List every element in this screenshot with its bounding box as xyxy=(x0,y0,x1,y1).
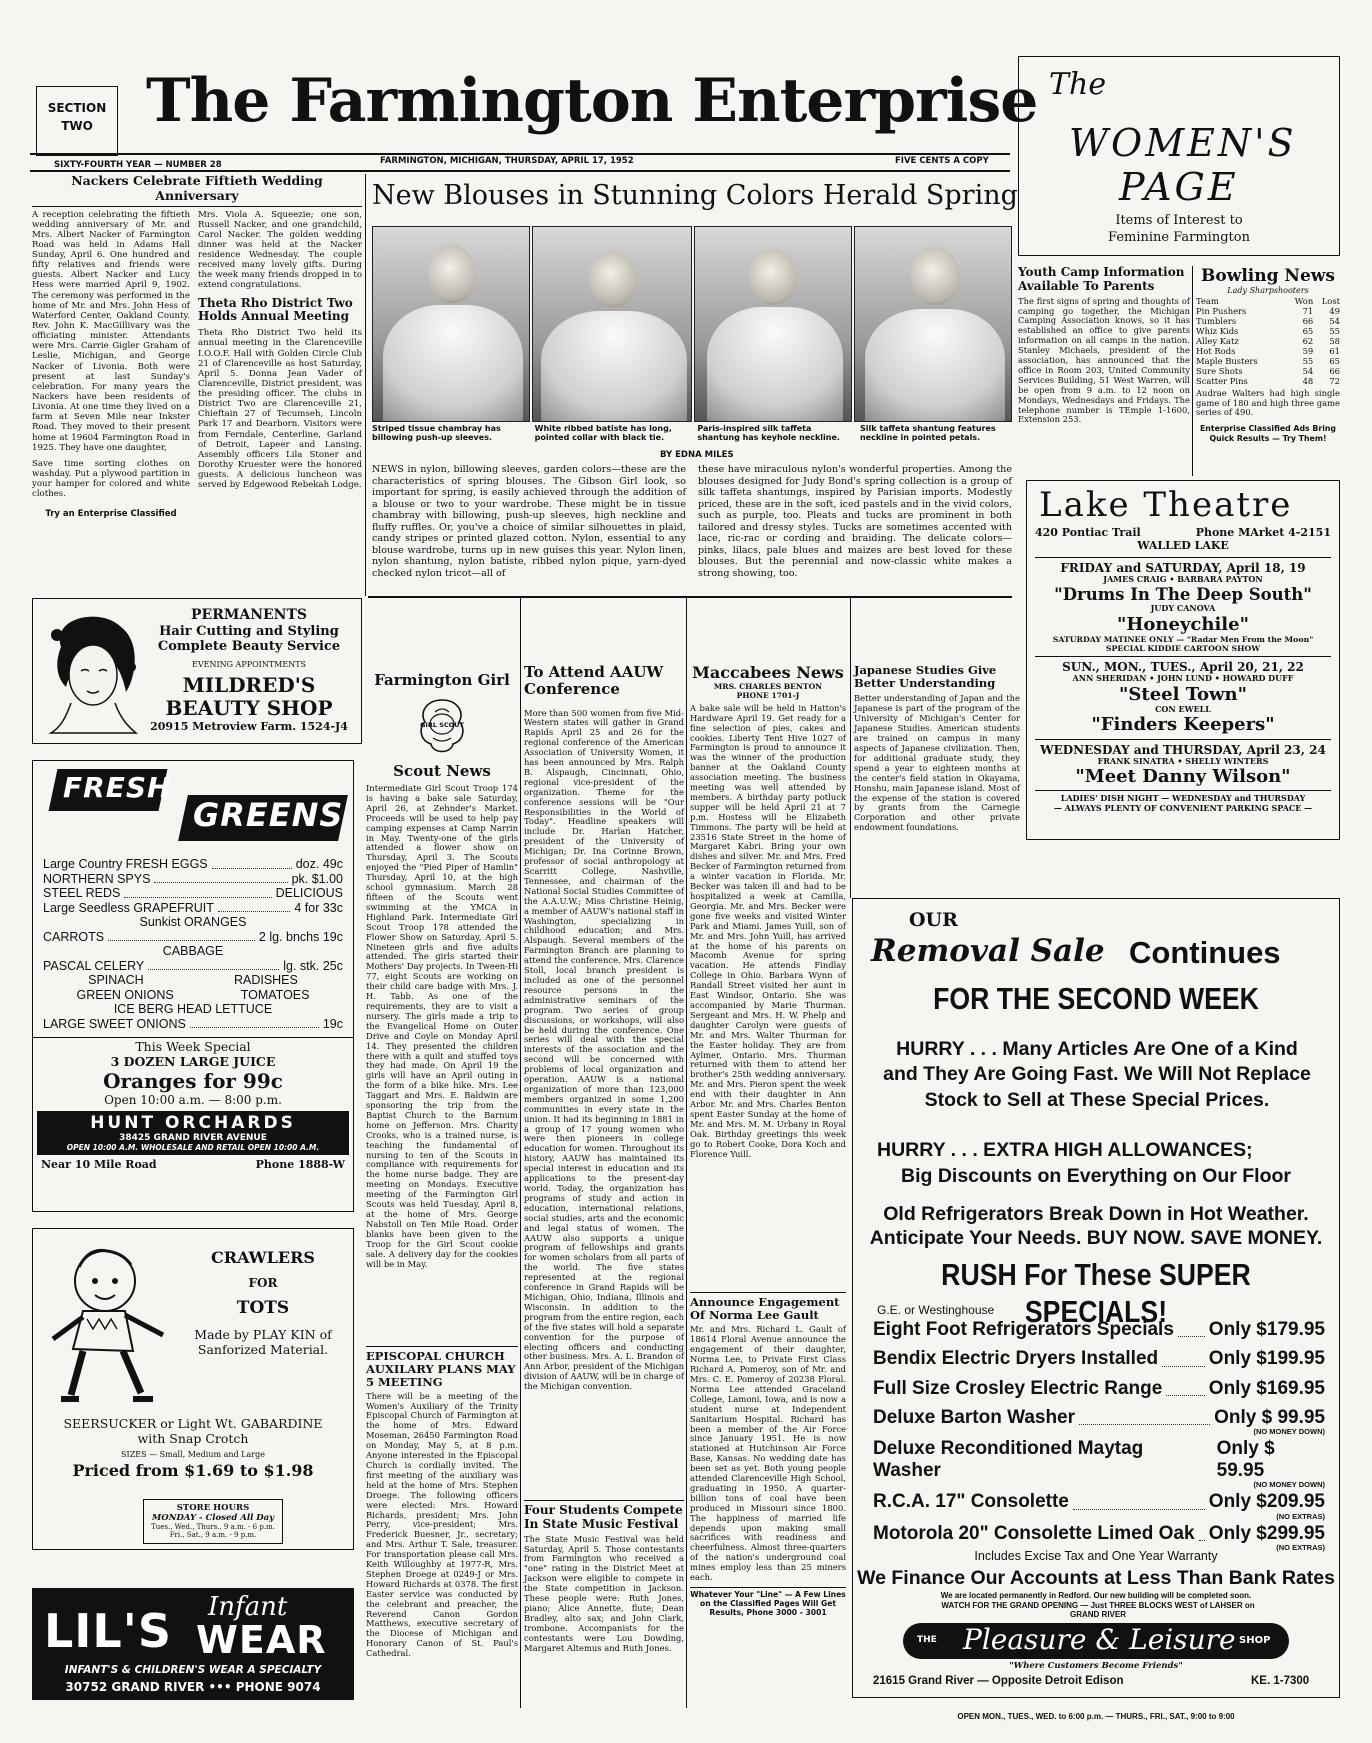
film-title-2: "Honeychile" xyxy=(1117,613,1249,635)
price: FIVE CENTS A COPY xyxy=(895,156,989,166)
youthcamp-headline: Youth Camp Information Available To Parents xyxy=(1018,265,1185,293)
bowling-headline: Bowling News xyxy=(1201,266,1335,286)
sale-items xyxy=(873,1319,1325,1553)
crawlers-feature: with Snap Crotch xyxy=(137,1430,249,1446)
cast-3: ANN SHERIDAN • JOHN LUND • HOWARD DUFF xyxy=(1072,673,1294,684)
crawlers-price: Priced from $1.69 to $1.98 xyxy=(72,1460,314,1480)
table-row: Tumblers 66 54 xyxy=(1196,316,1340,327)
episcopal-body: There will be a meeting of the Women's Auxiliary of the Trinity Episcopal Church of Farmington at the home of Mrs. Edward Moseman, 26450 Farmington Road on Monday, May 5, at 8 p.m. Anyone interested in the Episcopal Church is cordially invited. The first meeting of the auxiliary was held at the home of Mrs. Stephen Droege. The following officers were elected: Mrs. Howard Richards, president; Mrs. John Perry, vice-president; Mrs. Frederick Buesner, Jr., secretary; and Mrs. Arthur T. Sale, treasurer. For transportation please call Mrs. Keith Willoughby at 1977-R, Mrs. Stephen Droege at 0249-J or Mrs. Howard Richards at 0378. The first Easter service was conducted by the celebrant and preacher, the Reverend Canon Gordon Matthews, executive secretary of the Diocese of Michigan and Honorary Canon of St. Paul's Cathedral. xyxy=(366,1390,518,1659)
shop-address: 20915 Metroview Farm. 1524-J4 xyxy=(150,719,348,733)
thetarho-body: Theta Rho District Two held its annual meeting in the Clarenceville I.O.O.F. Hall with Golden Circle Club 21 of Clarenceville as host Saturday, April 5. Donna Jean Vader of Clarenceville, District president, was the presiding officer. The clubs in District Two are Clarenceville 21, Chieftain 27 of Tecumseh, Lincoln Park 17 and Dearborn. Visitors were from Ferndale, Centerline, Garland of Detroit, Lapeer and Lansing. Assembly officers Lila Stoner and Dorothy Kruester were the honored guests. A delicious luncheon was served by Edgewood Rebekah Lodge. xyxy=(198,328,362,491)
lils-address: 30752 GRAND RIVER ••• PHONE 9074 xyxy=(65,1680,321,1694)
store-slogan: "Where Customers Become Friends" xyxy=(1009,1661,1183,1671)
cast-1: JAMES CRAIG • BARBARA PAYTON xyxy=(1103,574,1263,585)
sale-discounts: Big Discounts on Everything on Our Floor xyxy=(900,1165,1291,1187)
crawlers-material: SEERSUCKER or Light Wt. GABARDINE xyxy=(63,1416,323,1431)
film-title-3: "Steel Town" xyxy=(1119,683,1247,705)
parking-note: — ALWAYS PLENTY OF CONVENIENT PARKING SPACE — xyxy=(1053,802,1313,813)
crawlers-ad xyxy=(32,1228,354,1550)
japanese-body: Better understanding of Japan and the Japanese is part of the program of the University of Michigan's Center for Japanese Studies. American students are trained on campus in many aspects of Japanese civilization. Then, for additional graduate study, they spend a year to eighteen months at the center's field station in Okayama, Honshu, main Japanese island. Most of the expense of the station is covered by grants from the Carnegie Corporation and other private endowment foundations. xyxy=(854,693,1020,833)
hunt-orchards-ad xyxy=(32,760,354,1038)
caption-2: White ribbed batiste has long, pointed collar with black tie. xyxy=(534,424,672,443)
bowling-league: Lady Sharpshooters xyxy=(1227,286,1309,296)
engagement-headline: Announce Engagement Of Norma Lee Gault xyxy=(690,1295,840,1323)
sale-location: We are located permanently in Redford. Our new building will be completed soon. xyxy=(940,1591,1252,1600)
episcopal-article xyxy=(366,1350,518,1661)
blouses-body-2: these have miraculous nylon's wonderful properties. Among the blouses designed for Judy Bond's spring collection is a group of silk taffeta shantungs, inspired by Parisian imports. Modestly priced, these are in the soft, iced pastels and in the vivid colors, such as purple, too. Pleats and tucks are prominent in both tailored and dressy styles. Tucks are sometimes accented with lace, ric-rac or cording and braiding. The delicate colors—pinks, lilacs, pale blues and maizes are best loved for these blouses. But the perennial and now-classic white makes a strong showing, too. xyxy=(698,464,1012,579)
maccabees-headline: Maccabees News xyxy=(692,663,844,682)
orchard-band: OPEN 10:00 A.M. WHOLESALE AND RETAIL OPEN 10:00 A.M. xyxy=(66,1142,320,1152)
lils-script: Infant xyxy=(208,1592,288,1622)
section-label: SECTION TWO xyxy=(47,101,107,133)
mildreds-ad xyxy=(32,598,362,744)
removal-sale-ad xyxy=(852,898,1340,1698)
scout-article xyxy=(366,668,518,1271)
item-note: (NO EXTRAS) xyxy=(1276,1543,1325,1553)
blouses-body-1: NEWS in nylon, billowing sleeves, garden colors—these are the characteristics of spring blouses. The Gibson Girl look, so important for spring, is easily achieved through the addition of a blouse or two to your wardrobe. These might be in tissue chambray with billowing, push-up sleeves, high neckline and fluffy ruffles. Or, you've a choice of similar silhouettes in plaid, candy stripes or printed glazed cotton. Nylon, essential to any blouse wardrobe, turns up in new guises this year. Nylon linen, nylon shantung, nylon batiste, ribbed nylon pique, yarn-dyed checked nylon tricot—all of xyxy=(372,464,686,579)
list-item: Eight Foot Refrigerators Specials Only $179.95 xyxy=(873,1319,1325,1340)
japanese-article xyxy=(854,664,1020,835)
lake-theatre-ad xyxy=(1026,480,1340,840)
fresh-label: FRESH xyxy=(63,771,172,804)
womens-page-box xyxy=(1018,56,1340,256)
crawlers-maker: Made by PLAY KIN of Sanforized Material. xyxy=(194,1327,332,1357)
cast-5: FRANK SINATRA • SHELLY WINTERS xyxy=(1097,755,1269,766)
emblem-text: GIRL SCOUT xyxy=(420,720,464,729)
orchard-phone: Phone 1888-W xyxy=(255,1157,345,1171)
theatre-location: WALLED LAKE xyxy=(1137,539,1229,553)
sale-watch: WATCH FOR THE GRAND OPENING — Just THREE BLOCKS WEST of LAHSER on GRAND RIVER xyxy=(941,1601,1255,1620)
list-item: NORTHERN SPYS pk. $1.00 xyxy=(43,871,343,886)
sale-title: Removal Sale xyxy=(871,933,1105,969)
item-note: (NO EXTRAS) xyxy=(1276,1511,1325,1521)
crawlers-title: CRAWLERS xyxy=(211,1248,315,1267)
maccabees-phone: PHONE 1701-J xyxy=(736,690,800,700)
classified-note: Try an Enterprise Classified xyxy=(45,509,177,520)
col-lost: Lost xyxy=(1321,296,1340,307)
womens-sub1: Items of Interest to xyxy=(1115,213,1243,228)
nackers-body: A reception celebrating the fiftieth wedding anniversary of Mr. and Mrs. Albert Nacker of Farmington Road was held in Adams Hall Sunday, April 6. One hundred and fifty relatives and friends were guests. Albert Nacker and Lucy Hess were married April 9, 1902. The ceremony was performed in the home of Mr. and Mrs. John Hess of Waterford Center, Oakland County. Rev. John K. MacGillivary was the officiating minister. Attendants were Mrs. Carrie Gigler Graham of Leslie, Michigan, and George Nacker of Livonia. Both were present at last Sunday's celebration. For many years the Nackers have been residents of Livonia. At one time they lived on a farm at Seven Mile near Inkster Road. They moved to their present home at 19604 Farmington Road in 1925. They have one daughter, xyxy=(32,209,190,453)
maccabees-article xyxy=(690,664,846,1161)
greens-label: GREENS xyxy=(193,796,344,834)
sale-hurry-1: HURRY . . . Many Articles Are One of a Kind and They Are Going Fast. We Will Not Replace Stock to Sell at These Special Prices. xyxy=(883,1038,1311,1111)
blouse-photo-1 xyxy=(372,226,530,422)
logo-the: THE xyxy=(917,1635,937,1645)
blouses-headline: New Blouses in Stunning Colors Herald Spring xyxy=(372,180,1018,211)
thetarho-headline: Theta Rho District Two Holds Annual Meeting xyxy=(198,295,353,324)
list-item: ICE BERG HEAD LETTUCE xyxy=(113,1002,273,1016)
sale-rush: RUSH For These SUPER SPECIALS! xyxy=(941,1257,1251,1329)
blouses-article xyxy=(370,180,1018,212)
ad-line-1: PERMANENTS xyxy=(191,607,307,623)
byline: BY EDNA MILES xyxy=(660,450,734,460)
theatre-phone: Phone MArket 4-2151 xyxy=(1195,526,1331,540)
blouse-photo-3 xyxy=(694,226,852,422)
table-row: Scatter Pins 48 72 xyxy=(1196,375,1340,386)
shop-name-2: BEAUTY SHOP xyxy=(165,696,333,721)
store-hours-3: Fri., Sat., 9 a.m. - 9 p.m. xyxy=(169,1531,257,1540)
special-line: 3 DOZEN LARGE JUICE xyxy=(110,1053,276,1069)
lils-name: LIL'S xyxy=(44,1604,172,1658)
table-row: Maple Busters 55 65 xyxy=(1196,355,1340,366)
engagement-body: Mr. and Mrs. Richard L. Gault of 18614 Floral Avenue announce the engagement of their daughter, Norma Lee, to Private First Class Richard A. Pomeroy, son of Mr. and Mrs. C. E. Pomeroy of 20238 Floral. Norma Lee attended Graceland College, Lamoni, Iowa, and is now a student nurse at Independent Sanitarium Hospital. Richard has been a member of the Air Force since January 1951. He is now stationed at Hutchinson Air Force Base, Kansas. No wedding date has been set as yet. Both young people attended Clarenceville High School, graduating in 1950. A quarter-billion tons of coal have been produced in Missouri since 1800. The happiness of married life depends upon making small sacrifices with readiness and cheerfulness. Almost three-quarters of the nation's underground coal mines employ less than 25 miners each. xyxy=(690,1324,846,1583)
item-note: (NO MONEY DOWN) xyxy=(1253,1427,1325,1437)
logo-shop: SHOP xyxy=(1239,1635,1271,1646)
film-title-5: "Meet Danny Wilson" xyxy=(1075,766,1291,788)
aauw-headline: To Attend AAUW Conference xyxy=(524,663,664,699)
music-article xyxy=(524,1504,684,1655)
aauw-body: More than 500 women from five Mid-Western states will gather in Grand Rapids April 25 and 26 for the regional conference of the American Association of University Women, it has been announced by Mrs. Ralph B. Alspaugh, Cincinnati, Ohio, regional vice-president of the organization. Theme for the conference sessions will be "Our Responsibilities in the World of Today". Headline speakers will include Dr. Harlan Hatcher, president of the University of Michigan; Dr. Ina Corinne Brown, professor of social anthropology at Scarritt College, Nashville, Tennessee, and chairman of the National Social Studies Committee of the A.A.U.W.; Miss Christine Heinig, a member of AAUW's national staff in Washington, specializing in childhood education; and Mrs. Alspaugh. Several members of the Farmington Branch are planning to attend the conference. Mrs. Clarence Stoll, local branch president is included as one of the personnel resource persons in the administrative seminars of the program. Two series of group discussions, or workshops, will also be held during the conference. One series will deal with the special interests of the association and the second will be concerned with problems of local organization and operation. AAUW is a national organization of more than 123,000 members organized in some 1,200 communities in every state in the union. It had its beginning in 1881 in a group of 17 young women who were then pioneers in college education for women. Throughout its history, AAUW has maintained its special interest in education and its applications to the present-day world. Today, the organization has programs of study and action in education, international relations, social studies, arts and the economic and legal status of women. The AAUW also supports a unique program of fellowships and grants for women scholars from all parts of the world. The five states represented at the regional conference in Grand Rapids will be Michigan, Ohio, Indiana, Illinois and Wisconsin. In addition to the program from the entire region, each of the five states will hold a separate convention for the purpose of electing officers and conducting other business. Mrs. A. L. Brandon of Ann Arbor, president of the Michigan division of AAUW, will be in charge of the Michigan convention. xyxy=(524,707,684,1392)
showtime-days-2: SUN., MON., TUES., April 20, 21, 22 xyxy=(1062,660,1304,675)
list-item: Motorola 20" Consolette Limed Oak Only $299.95 xyxy=(873,1523,1325,1545)
masthead-title: The Farmington Enterprise xyxy=(146,66,1038,136)
col-won: Won xyxy=(1294,296,1314,307)
hunt-orchards-footer xyxy=(32,1038,354,1212)
music-headline: Four Students Compete In State Music Festival xyxy=(524,1503,683,1531)
list-item: LARGE SWEET ONIONS 19c xyxy=(43,1016,343,1031)
film-title-4: "Finders Keepers" xyxy=(1091,714,1275,736)
sale-our: OUR xyxy=(909,909,958,931)
table-row: Whiz Kids 65 55 xyxy=(1196,326,1340,337)
sale-finance: We Finance Our Accounts at Less Than Bank Rates xyxy=(857,1567,1335,1589)
cast-4: CON EWELL xyxy=(1155,703,1211,714)
caption-3: Paris-inspired silk taffeta shantung has keyhole neckline. xyxy=(697,424,840,443)
ad-line-3: Complete Beauty Service xyxy=(157,638,341,654)
list-item: Deluxe Reconditioned Maytag Washer Only $ 59.95 xyxy=(873,1438,1275,1481)
showtime-days-3: WEDNESDAY and THURSDAY, April 23, 24 xyxy=(1040,742,1326,757)
sale-brand: G.E. or Westinghouse xyxy=(877,1303,995,1317)
classified-promo: Whatever Your "Line" — A Few Lines on the Classified Pages Will Get Results, Phone 3000 - 3001 xyxy=(690,1587,846,1618)
blouse-photo-4 xyxy=(854,226,1012,422)
crawlers-tots: TOTS xyxy=(236,1298,290,1319)
list-item: Large Seedless GRAPEFRUIT 4 for 33c xyxy=(43,900,343,915)
theatre-address: 420 Pontiac Trail xyxy=(1035,526,1141,540)
sale-continues: Continues xyxy=(1129,935,1281,970)
ad-line-4: EVENING APPOINTMENTS xyxy=(192,660,306,670)
classified-note-2: Enterprise Classified Ads Bring Quick Results — Try Them! xyxy=(1199,424,1336,443)
matinee-note: SATURDAY MATINEE ONLY — "Radar Men From the Moon" SPECIAL KIDDIE CARTOON SHOW xyxy=(1052,634,1314,653)
orchard-name: HUNT ORCHARDS xyxy=(90,1113,296,1134)
ad-line-2: Hair Cutting and Styling xyxy=(159,623,339,639)
caption-1: Striped tissue chambray has billowing push-up sleeves. xyxy=(372,424,501,443)
lils-wear: WEAR xyxy=(196,1618,327,1662)
woman-portrait-icon xyxy=(41,607,143,735)
scout-subheadline: Scout News xyxy=(393,762,491,781)
maccabees-author: MRS. CHARLES BENTON xyxy=(713,681,823,691)
blouse-photo-2 xyxy=(532,226,692,422)
table-row: Pin Pushers 71 49 xyxy=(1196,306,1340,317)
showtime-days-1: FRIDAY and SATURDAY, April 18, 19 xyxy=(1060,561,1306,576)
sale-second-week: FOR THE SECOND WEEK xyxy=(933,981,1259,1016)
film-title-1: "Drums In The Deep South" xyxy=(1054,584,1312,604)
bowling-note: Audrae Walters had high single game of 180 and high three game series of 490. xyxy=(1196,387,1340,418)
hours: Open 10:00 a.m. — 8:00 p.m. xyxy=(104,1093,282,1108)
scout-body: Intermediate Girl Scout Troop 174 is having a bake sale Saturday, April 26, at Zehnder's Market. Proceeds will be used to help pay camping expenses at Camp Narrin in May. Twenty-one of the girls attended a flower show on Thursday, April 3. The Scouts enjoyed the "Pied Piper of Hamlin" Thursday, April 10, at the high school gymnasium. March 28 fifteen of the Scouts went swimming at the YMCA in Highland Park. Intermediate Girl Scout Troop 178 attended the Flower Show on Saturday, April 5. Nineteen girls and five adults attended. The girls started their Mothers' Day projects. In Tween-Hi 77, eight Scouts are working on their child care badge with Mrs. J. H. Tabb. As one of the requirements, they are to visit a nursery. The girls made a trip to the Evangelical Home on Outer Drive and Coyle on Monday April 14. They presented the children there with a quilt and stuffed toys they had made. On April 19 the girls will have an April outing in the form of a bike hike. Mrs. Lee Taggart and Mrs. E. Baldwin are sponsoring the trip from the Baptist Church to the Barnum home on Jefferson. Mrs. Charity Crooks, who is a trained nurse, is teaching the fundamental of nursing to ten of the Scouts in compliance with requirements for the home nurse badge. They are meeting on Mondays. Executive meeting of the Farmington Girl Scouts was held Tuesday, April 8, at the home of Mrs. George Nabstoll on Ten Mile Road. Order blanks have been given to the Troop for the Girl Scout cookie sale. A delivery day for the cookies will be in May. xyxy=(366,783,518,1269)
blouses-body xyxy=(372,464,1012,581)
bowling-standings xyxy=(1196,297,1340,386)
logo-name: Pleasure & Leisure xyxy=(963,1623,1236,1656)
music-body: The State Music Festival was held Saturday, April 5. Those contestants from Farmington who received a "one" rating in the District Meet at Jackson were eligible to compete in the State competition in Jackson. These people were: Ruth Jones, piano; Alice Annette, flute; Dean Bradley, alto sax; and John Clark, trombone. Accompanists for the contestants were Lou Dowding, Margaret Altemus and Ruth Jones. xyxy=(524,1533,684,1653)
special-price: Oranges for 99c xyxy=(103,1068,283,1093)
crawlers-sizes: SIZES — Small, Medium and Large xyxy=(121,1449,265,1459)
ladies-night: LADIES' DISH NIGHT — WEDNESDAY and THURSDAY xyxy=(1060,793,1306,804)
table-row: Hot Rods 59 61 xyxy=(1196,346,1340,357)
store-hours: OPEN MON., TUES., WED. to 6:00 p.m. — THURS., FRI., SAT., 9:00 to 9:00 xyxy=(957,1712,1235,1721)
scout-headline: Farmington Girl xyxy=(374,671,510,689)
table-row: Sure Shots 54 66 xyxy=(1196,365,1340,376)
shop-name: MILDRED'S xyxy=(182,672,316,697)
list-item: R.C.A. 17" Consolette Only $209.95 xyxy=(873,1491,1325,1513)
toddler-icon xyxy=(43,1239,183,1409)
orchard-address: 38425 GRAND RIVER AVENUE xyxy=(119,1133,267,1144)
cast-2: JUDY CANOVA xyxy=(1150,603,1216,614)
store-phone: KE. 1-7300 xyxy=(1251,1675,1310,1687)
list-item: Bendix Electric Dryers Installed Only $199.95 xyxy=(873,1348,1325,1370)
youthcamp-article xyxy=(1018,266,1190,427)
filler-text: Save time sorting clothes on washday. Put a plywood partition in your hamper for colored and white clothes. xyxy=(32,458,190,500)
sale-hurry-2: HURRY . . . EXTRA HIGH ALLOWANCES; xyxy=(877,1139,1253,1161)
womens-the: The xyxy=(1049,67,1107,102)
crawlers-for: FOR xyxy=(248,1275,278,1290)
special-title: This Week Special xyxy=(135,1039,251,1054)
maccabees-body: A bake sale will be held in Hatton's Hardware April 19. Get ready for a fine selection of pies, cakes and cookies. Liberty Tent Hive 1027 of Farmington is proud to announce it was the winner of the production banner at the Oakland County association meeting. The business meeting was well attended by members. A birthday party potluck supper will be held April 21 at 7 p.m. Hostess will be Elizabeth Timmons. The party will be held at 23516 State Street in the home of Margaret Kabri. Bring your own dishes and silver. Mr. and Mrs. Fred Becker of Farmington returned from a winter vacation in Florida. Mr. Becker was taken ill and had to be hospitalized a week at Camilla, Georgia. Mr. and Mrs. Becker were gone five weeks and visited Winter Park and Miami. James Yuill, son of Mr. and Mrs. John Yuill, has arrived at the home of his parents on Macomb Avenue for spring vacation. He attends Findlay College in Ohio. Barbara Wynn of Randall Street visited her aunt in East Windsor, Ontario. She was accompanied by Marie Thurman. Sergeant and Mrs. H. W. Phelp and daughter Carolyn were guests of Mr. and Mrs. Walter Thurman for the Easter holiday. They are from Aylmer, Ontario. Mrs. Thurman returned with them to attend her brother's 25th wedding anniversary. Mr. and Mrs. Pieron spent the week end with their daughter in Ann Arbor. Mr. and Mrs. Charles Benton spent Easter Sunday at the home of Mr. and Mrs. M. M. Urbany in Royal Oak. Birthday greetings this week go to Robert Cooke, Dora Koch and Florence Yuill. xyxy=(690,702,846,1159)
lils-tagline: INFANT'S & CHILDREN'S WEAR A SPECIALTY xyxy=(64,1664,322,1676)
list-item: CABBAGE xyxy=(162,944,224,958)
col-team: Team xyxy=(1196,296,1219,307)
dateline: FARMINGTON, MICHIGAN, THURSDAY, APRIL 17, 1952 xyxy=(380,156,634,166)
list-item: Large Country FRESH EGGS doz. 49c xyxy=(43,857,343,871)
list-item: GREEN ONIONS TOMATOES xyxy=(76,987,310,1002)
sale-old-1: Old Refrigerators Break Down in Hot Weather. xyxy=(883,1203,1309,1225)
youthcamp-body: The first signs of spring and thoughts of camping go together, the Michigan Camping Association knows, so it has established an office to give parents information on all camps in the nation. Stanley Michaels, president of the association, has announced that the office in Room 203, United Community Services Building, 51 West Warren, will be open from 9 a.m. to 12 noon on Mondays, Wednesdays and Fridays. The telephone number is TEmple 1-1600, Extension 253. xyxy=(1018,295,1190,425)
list-item: Full Size Crosley Electric Range Only $169.95 xyxy=(873,1377,1325,1399)
store-hours-1: MONDAY - Closed All Day xyxy=(151,1513,275,1524)
store-hours-title: STORE HOURS xyxy=(176,1503,250,1513)
list-item: CARROTS 2 lg. bnchs 19c xyxy=(43,929,343,944)
episcopal-headline: EPISCOPAL CHURCH AUXILARY PLANS MAY 5 MEETING xyxy=(366,1349,516,1389)
nackers-body-2: Mrs. Viola A. Squeezie; one son, Russell Nacker, and one grandchild, Carol Nacker. The golden wedding dinner was held at the Nacker residence Wednesday. The couple received many lovely gifts. During the week many friends dropped in to extend congratulations. xyxy=(198,209,362,291)
caption-4: Silk taffeta shantung features neckline in pointed petals. xyxy=(859,424,996,443)
item-note: (NO MONEY DOWN) xyxy=(1253,1479,1325,1489)
store-hours-2: Tues., Wed., Thurs., 9 a.m. - 6 p.m. xyxy=(151,1523,275,1532)
list-item: STEEL REDS DELICIOUS xyxy=(43,886,343,900)
store-logo xyxy=(903,1623,1289,1659)
sale-warranty: Includes Excise Tax and One Year Warranty xyxy=(974,1549,1218,1563)
womens-sub2: Feminine Farmington xyxy=(1108,230,1250,245)
section-box xyxy=(36,86,118,156)
aauw-article xyxy=(524,664,684,1394)
womens-page: PAGE xyxy=(1119,165,1239,209)
sale-old-2: Anticipate Your Needs. BUY NOW. SAVE MONEY. xyxy=(869,1227,1323,1249)
lils-ad xyxy=(32,1588,354,1700)
nackers-headline: Nackers Celebrate Fiftieth Wedding Anniversary xyxy=(32,174,362,207)
orchard-location: Near 10 Mile Road xyxy=(41,1157,157,1171)
nackers-article xyxy=(32,174,362,519)
list-item: SPINACH RADISHES xyxy=(88,973,298,987)
list-item: Sunkist ORANGES xyxy=(139,915,247,929)
table-row: Alley Katz 62 58 xyxy=(1196,336,1340,347)
bowling-article xyxy=(1196,266,1340,443)
blouse-captions xyxy=(372,424,1012,443)
store-address: 21615 Grand River — Opposite Detroit Edison xyxy=(873,1675,1124,1687)
year-number: SIXTY-FOURTH YEAR — NUMBER 28 xyxy=(54,160,222,170)
theatre-title: Lake Theatre xyxy=(1039,485,1293,525)
engagement-article xyxy=(690,1296,846,1618)
japanese-headline: Japanese Studies Give Better Understanding xyxy=(854,663,997,691)
list-item: Deluxe Barton Washer Only $ 99.95 xyxy=(873,1406,1325,1428)
list-item: PASCAL CELERY lg. stk. 25c xyxy=(43,958,343,973)
womens-title: WOMEN'S xyxy=(1069,121,1297,165)
